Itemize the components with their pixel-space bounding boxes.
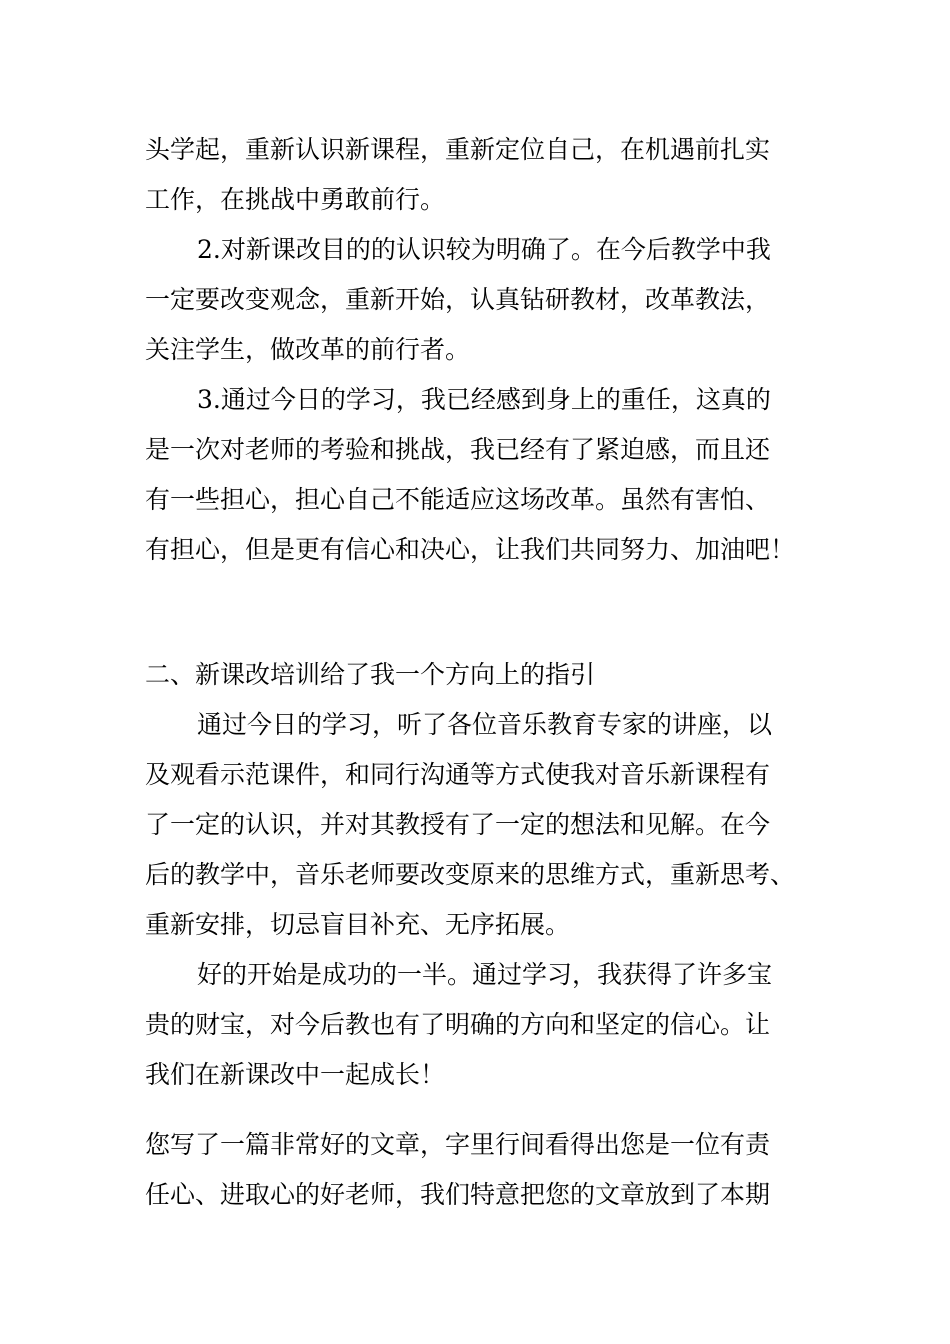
text-line: 我们在新课改中一起成长！ [145,1060,446,1089]
text-line: 一定要改变观念，重新开始，认真钻研教材，改革教法， [145,285,771,314]
text-line: 是一次对老师的考验和挑战，我已经有了紧迫感，而且还 [145,435,771,464]
text-line: 工作，在挑战中勇敢前行。 [145,185,446,214]
text-line: 好的开始是成功的一半。通过学习，我获得了许多宝 [197,960,773,989]
paragraph-point-2 [145,225,805,375]
text-line: 有一些担心，担心自己不能适应这场改革。虽然有害怕、 [145,485,771,514]
text-line: 2.对新课改目的的认识较为明确了。在今后教学中我 [197,235,771,264]
paragraph-comment [145,1120,805,1220]
paragraph-point-3 [145,375,805,575]
text-line: 3.通过今日的学习，我已经感到身上的重任，这真的 [197,385,771,414]
text-line: 重新安排，切忌盲目补充、无序拓展。 [145,910,571,939]
paragraph-continuation [145,125,805,225]
paragraph-body-2 [145,950,805,1100]
text-line: 有担心，但是更有信心和决心，让我们共同努力、加油吧！ [145,535,796,564]
text-line: 通过今日的学习，听了各位音乐教育专家的讲座，以 [197,710,773,739]
text-line: 及观看示范课件，和同行沟通等方式使我对音乐新课程有 [145,760,771,789]
text-line: 头学起，重新认识新课程，重新定位自己，在机遇前扎实 [145,135,771,164]
section-heading [145,650,805,700]
text-line: 关注学生，做改革的前行者。 [145,335,471,364]
heading-text: 二、新课改培训给了我一个方向上的指引 [145,660,596,689]
text-line: 贵的财宝，对今后教也有了明确的方向和坚定的信心。让 [145,1010,771,1039]
text-line: 后的教学中，音乐老师要改变原来的思维方式，重新思考、 [145,860,796,889]
text-line: 任心、进取心的好老师，我们特意把您的文章放到了本期 [145,1180,771,1209]
text-line: 您写了一篇非常好的文章，字里行间看得出您是一位有责 [145,1130,771,1159]
paragraph-body-1 [145,700,805,950]
text-line: 了一定的认识，并对其教授有了一定的想法和见解。在今 [145,810,771,839]
